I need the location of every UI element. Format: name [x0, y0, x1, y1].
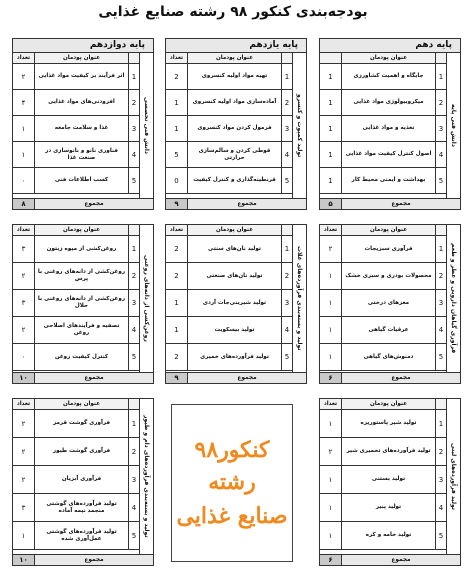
module-name: تولید فرآورده‌های گوشتی عمل‌آوری شده: [46, 528, 117, 542]
center-banner: [171, 404, 293, 562]
total-value: ۵: [320, 199, 342, 209]
row-index: 5: [128, 522, 139, 549]
total-row: [166, 198, 306, 209]
question-count: 1: [320, 90, 342, 115]
table-header-row: [320, 399, 446, 410]
col-title: عنوان پودمان: [215, 54, 254, 61]
question-count: 1: [320, 64, 342, 89]
question-count: ۱: [13, 522, 35, 549]
question-count: ۲: [320, 438, 342, 465]
table-row: [320, 142, 446, 168]
table-row: [13, 168, 139, 194]
row-index: 3: [281, 290, 292, 316]
table-row: [166, 64, 292, 90]
row-index: 3: [128, 466, 139, 493]
row-index: 1: [281, 64, 292, 89]
row-index: 2: [128, 263, 139, 289]
col-count: تعداد: [166, 53, 188, 63]
table-row: [320, 168, 446, 194]
table-row: [320, 236, 446, 263]
col-count: تعداد: [166, 225, 188, 235]
module-table: [319, 398, 461, 566]
col-title: عنوان پودمان: [369, 400, 408, 407]
col-count: تعداد: [320, 399, 342, 409]
row-index: 1: [435, 64, 446, 89]
question-count: ۱: [320, 410, 342, 437]
question-count: 2: [166, 344, 188, 370]
table-row: [320, 116, 446, 142]
col-count: تعداد: [13, 53, 35, 63]
row-index: 5: [128, 168, 139, 193]
row-index: 3: [128, 116, 139, 141]
table-row: [13, 142, 139, 168]
module-name: مغزهای درختی: [367, 299, 410, 306]
table-row: [13, 116, 139, 142]
question-count: ۲: [13, 317, 35, 343]
row-index: 3: [435, 290, 446, 316]
module-name: بهداشت و ایمنی محیط کار: [351, 177, 426, 183]
total-value: ۶: [320, 373, 342, 383]
table-row: [320, 317, 446, 344]
row-index: 3: [435, 466, 446, 493]
module-name: فرآوری آبزیان: [61, 476, 102, 482]
module-name: کنترل کیفیت روغن: [54, 353, 109, 360]
table-header-row: [166, 225, 292, 236]
module-name: جایگاه و اهمیت کشاورزی: [353, 73, 424, 79]
course-side-label: فرآوری گیاهان دارویی و عطر و طعم: [446, 225, 460, 372]
module-name: عرقیات گیاهی: [368, 326, 409, 333]
question-count: ۰: [13, 344, 35, 370]
row-index: 5: [128, 344, 139, 370]
question-count: ۲: [13, 64, 35, 89]
table-row: [13, 90, 139, 116]
total-row: [13, 198, 153, 209]
total-value: ۶: [320, 555, 342, 565]
table-header-row: [13, 225, 139, 236]
course-side-label: تولید فرآورده‌های لبنی: [446, 399, 460, 554]
course-side-label: تولید و بسته‌بندی فرآورده‌های غلات: [292, 225, 306, 372]
course-side-label: تولید و بسته‌بندی فرآورده‌های دام و طیور: [139, 399, 153, 554]
module-name: دمنوش‌های گیاهی: [363, 353, 414, 360]
module-name: تولید پنیر: [375, 504, 402, 510]
row-index: 1: [128, 64, 139, 89]
table-row: [320, 438, 446, 466]
row-index: 1: [435, 410, 446, 437]
row-index: 5: [435, 168, 446, 193]
col-count: [320, 53, 342, 63]
question-count: 1: [166, 290, 188, 316]
question-count: ۱: [320, 494, 342, 521]
question-count: 1: [166, 90, 188, 115]
total-label: مجموع: [237, 375, 257, 381]
module-name: روغن‌کشی از دانه‌های روغنی با حلال: [37, 296, 126, 309]
table-row: [320, 410, 446, 438]
module-name: تولید فرآورده‌های تخمیری شیر: [346, 448, 431, 454]
question-count: 2: [166, 236, 188, 262]
module-name: تولید نان‌های صنعتی: [206, 272, 263, 279]
module-name: اصول کنترل کیفیت مواد غذایی: [345, 151, 432, 157]
row-index: 2: [281, 263, 292, 289]
table-row: [166, 236, 292, 263]
module-name: تولید فرآورده‌های خمیری: [200, 353, 269, 360]
question-count: 1: [320, 142, 342, 167]
table-row: [166, 344, 292, 371]
table-row: [13, 317, 139, 344]
module-table: [165, 224, 307, 384]
total-label: مجموع: [391, 201, 411, 207]
module-name: تولید نان‌های سنتی: [208, 245, 261, 252]
table-header-row: [13, 399, 139, 410]
question-count: ۲: [13, 438, 35, 465]
module-table: [12, 398, 154, 566]
row-index: 4: [128, 317, 139, 343]
course-side-label: تولید کمپوت و کنسرو: [292, 53, 306, 198]
row-index: 4: [128, 494, 139, 521]
table-row: [320, 522, 446, 550]
row-index: 2: [128, 438, 139, 465]
grade-header: پایه یازدهم: [166, 39, 306, 53]
row-index: 5: [281, 344, 292, 370]
row-index: 4: [281, 317, 292, 343]
row-index: 4: [435, 142, 446, 167]
module-name: روغن‌کشی از دانه‌های روغنی با پرس: [37, 269, 126, 282]
total-row: [320, 198, 460, 209]
question-count: 5: [166, 142, 188, 167]
grade-header: پایه دهم: [320, 39, 460, 53]
total-value: ۹: [166, 373, 188, 383]
question-count: ۱: [320, 263, 342, 289]
total-row: [166, 372, 306, 383]
table-row: [166, 90, 292, 116]
module-name: تصفیه و فرآیندهای اصلاحی روغن: [43, 323, 120, 336]
row-index: 2: [128, 90, 139, 115]
col-title: عنوان پودمان: [369, 54, 408, 61]
module-name: تولید بستنی: [371, 476, 406, 482]
row-index: 4: [435, 494, 446, 521]
col-count: تعداد: [320, 225, 342, 235]
banner-line-3: صنایع غذایی: [176, 503, 288, 529]
row-index: 2: [435, 438, 446, 465]
table-row: [13, 522, 139, 550]
module-name: قوطی کردن و سالم‌سازی حرارتی: [198, 147, 271, 161]
module-name: افزودنی‌های مواد غذایی: [48, 99, 115, 105]
total-row: [320, 372, 460, 383]
question-count: ۲: [320, 236, 342, 262]
table-row: [166, 317, 292, 344]
course-side-label: روغن‌کشی از دانه‌های روغنی: [139, 225, 153, 372]
table-row: [166, 116, 292, 142]
module-table: [12, 38, 154, 210]
table-row: [320, 290, 446, 317]
module-name: فرمول کردن مواد کنسروی: [197, 125, 272, 131]
col-title: عنوان پودمان: [369, 226, 408, 233]
total-label: مجموع: [391, 557, 411, 563]
question-count: ۱: [320, 522, 342, 549]
question-count: ۰: [13, 168, 35, 193]
question-count: ۱: [13, 142, 35, 167]
module-name: تولید شیر پاستوریزه: [360, 420, 417, 426]
module-name: روغن‌کشی از میوه زیتون: [46, 245, 117, 252]
module-name: فرآوری گوشت طیور: [52, 448, 111, 454]
table-row: [13, 236, 139, 263]
module-name: تولید بیسکویت: [214, 326, 255, 333]
col-title: عنوان پودمان: [215, 226, 254, 233]
table-row: [166, 290, 292, 317]
module-name: تهیه مواد اولیه کنسروی: [201, 73, 268, 79]
question-count: ۲: [13, 410, 35, 437]
module-name: اثر فرآیند بر کیفیت مواد غذایی: [38, 73, 125, 79]
question-count: ۴: [13, 90, 35, 115]
question-count: ۲: [13, 466, 35, 493]
module-name: محصولات بودری و سبزی خشک: [345, 272, 432, 279]
row-index: 2: [435, 90, 446, 115]
row-index: 3: [435, 116, 446, 141]
question-count: 1: [320, 168, 342, 193]
col-title: عنوان پودمان: [62, 226, 101, 233]
total-value: ۱۰: [13, 373, 35, 383]
question-count: 1: [320, 116, 342, 141]
table-row: [13, 290, 139, 317]
col-count: تعداد: [13, 225, 35, 235]
table-row: [166, 142, 292, 168]
module-name: قرنطینه‌گذاری و کنترل کیفیت: [193, 177, 276, 183]
module-name: فرآوری سبزیجات: [364, 245, 413, 252]
total-label: مجموع: [391, 375, 411, 381]
module-table: [319, 38, 461, 210]
course-side-label: دانش فنی پایه: [446, 53, 460, 198]
row-index: 1: [128, 410, 139, 437]
row-index: 4: [435, 317, 446, 343]
module-name: غذا و سلامت جامعه: [54, 125, 109, 131]
table-header-row: [320, 225, 446, 236]
question-count: ۳: [13, 236, 35, 262]
question-count: ۱: [320, 466, 342, 493]
table-row: [320, 466, 446, 494]
row-index: 1: [435, 236, 446, 262]
module-name: آماده‌سازی مواد اولیه کنسروی: [192, 99, 277, 105]
table-row: [13, 438, 139, 466]
course-side-label: دانش فنی تخصصی: [139, 53, 153, 198]
table-row: [166, 168, 292, 194]
total-label: مجموع: [84, 557, 104, 563]
question-count: ۱: [320, 344, 342, 370]
row-index: 3: [281, 116, 292, 141]
table-row: [320, 263, 446, 290]
row-index: 5: [435, 522, 446, 549]
module-name: فناوری نانو و نانوسازی در صنعت غذا: [45, 147, 118, 161]
module-name: میکروبیولوژی مواد غذایی: [353, 99, 424, 105]
row-index: 1: [281, 236, 292, 262]
table-row: [13, 466, 139, 494]
module-name: تغذیه و مواد غذایی: [362, 125, 415, 131]
module-name: تولید فرآورده‌های گوشتی منجمد نیمه آماده: [46, 500, 117, 514]
question-count: ۲: [13, 263, 35, 289]
total-label: مجموع: [237, 201, 257, 207]
row-index: 1: [128, 236, 139, 262]
grade-header: پایه دوازدهم: [13, 39, 153, 53]
question-count: ۳: [13, 494, 35, 521]
col-count: تعداد: [13, 399, 35, 409]
total-label: مجموع: [84, 375, 104, 381]
table-row: [320, 90, 446, 116]
table-header-row: [320, 53, 446, 64]
table-row: [166, 263, 292, 290]
row-index: 5: [281, 168, 292, 193]
row-index: 4: [128, 142, 139, 167]
question-count: ۱: [320, 317, 342, 343]
table-row: [13, 64, 139, 90]
col-title: عنوان پودمان: [62, 400, 101, 407]
question-count: ۱: [13, 116, 35, 141]
question-count: 2: [166, 263, 188, 289]
question-count: 0: [166, 168, 188, 193]
module-table: [319, 224, 461, 384]
table-row: [13, 263, 139, 290]
module-name: تولید شیرینی‌جات آردی: [202, 299, 267, 306]
table-row: [320, 494, 446, 522]
table-row: [13, 410, 139, 438]
question-count: 2: [166, 64, 188, 89]
total-value: ۸: [13, 199, 35, 209]
question-count: ۳: [13, 290, 35, 316]
module-name: تولید خامه و کره: [365, 532, 412, 538]
table-header-row: [166, 53, 292, 64]
table-row: [320, 344, 446, 371]
row-index: 2: [435, 263, 446, 289]
total-value: ۹: [166, 199, 188, 209]
total-row: [320, 554, 460, 565]
question-count: 1: [166, 317, 188, 343]
module-table: [12, 224, 154, 384]
module-table: [165, 38, 307, 210]
table-row: [320, 64, 446, 90]
total-label: مجموع: [84, 201, 104, 207]
total-row: [13, 372, 153, 383]
row-index: 3: [128, 290, 139, 316]
question-count: ۱: [320, 290, 342, 316]
total-value: ۱۰: [13, 555, 35, 565]
banner-line-2: رشته: [208, 469, 256, 495]
question-count: 1: [166, 116, 188, 141]
col-title: عنوان پودمان: [62, 54, 101, 61]
table-row: [13, 344, 139, 371]
module-name: فرآوری گوشت قرمز: [52, 420, 111, 426]
table-header-row: [13, 53, 139, 64]
row-index: 5: [435, 344, 446, 370]
page-title: بودجه‌بندی کنکور ۹۸ رشته صنایع غذایی: [98, 4, 368, 20]
row-index: 2: [281, 90, 292, 115]
total-row: [13, 554, 153, 565]
row-index: 4: [281, 142, 292, 167]
banner-line-1: کنکور۹۸: [194, 437, 270, 463]
table-row: [13, 494, 139, 522]
module-name: کسب اطلاعات فنی: [54, 177, 109, 183]
